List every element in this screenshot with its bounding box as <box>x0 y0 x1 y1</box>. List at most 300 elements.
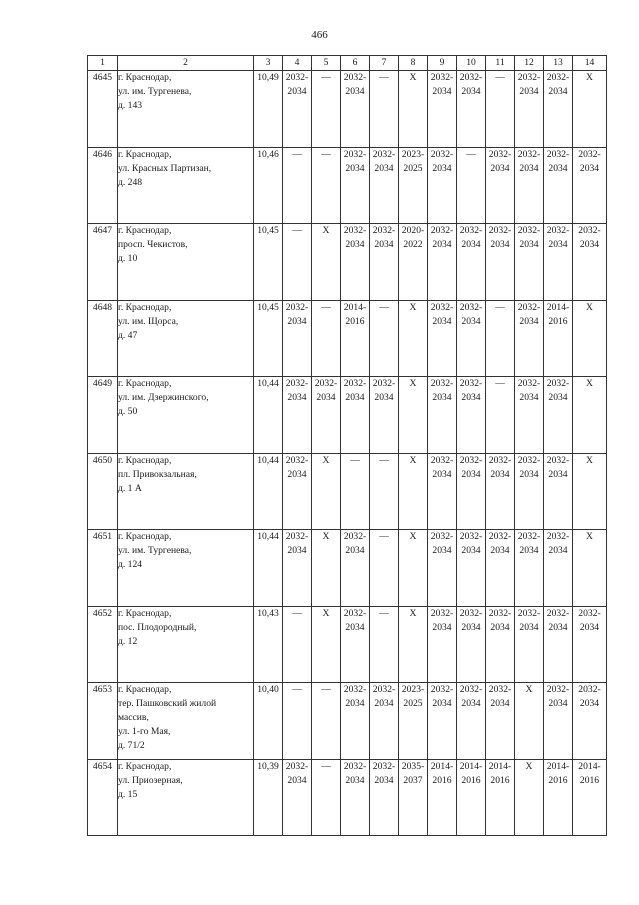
period-cell-col-4 <box>283 759 312 836</box>
table-row <box>88 71 607 148</box>
address-line: д. 1 А <box>118 482 142 494</box>
period-start: 2032- <box>578 148 601 160</box>
period-cell-col-5: — <box>312 759 341 836</box>
period-start: 2032- <box>459 378 483 389</box>
period-start: 2032- <box>488 684 512 695</box>
period-start: 2032- <box>430 378 454 389</box>
period-start: 2032- <box>459 454 483 466</box>
period-start: 2032- <box>285 531 309 542</box>
period-cell-col-7 <box>370 147 399 224</box>
period-cell-col-5: — <box>312 71 341 148</box>
period-cell-col-7 <box>370 224 399 301</box>
column-number-2: 2 <box>118 56 254 71</box>
address-line: ул. им. Тургенева, <box>118 86 192 97</box>
period-end: 2034 <box>374 698 394 709</box>
period-cell-col-14 <box>573 683 607 760</box>
period-cell-col-6 <box>341 147 370 224</box>
period-end: 2034 <box>548 698 568 709</box>
period-start: 2023- <box>401 684 425 695</box>
period-end: 2034 <box>345 239 365 250</box>
column-number-5: 5 <box>312 56 341 71</box>
period-end: 2034 <box>345 162 365 174</box>
period-cell-col-14: Х <box>573 300 607 377</box>
address-line: ул. им. Тургенева, <box>118 545 192 556</box>
period-cell-col-7: — <box>370 453 399 530</box>
period-start: 2032- <box>488 454 512 466</box>
period-cell-col-7: — <box>370 606 399 683</box>
column-number-13: 13 <box>544 56 573 71</box>
value-cell: 10,46 <box>254 147 283 224</box>
table-row <box>88 224 607 301</box>
address-line: д. 47 <box>118 329 138 341</box>
column-number-11: 11 <box>486 56 515 71</box>
period-end: 2022 <box>403 239 423 250</box>
period-start: 2032- <box>343 225 367 236</box>
period-start: 2032- <box>343 531 367 542</box>
row-number: 4645 <box>88 71 118 148</box>
period-end: 2034 <box>461 621 481 633</box>
period-cell-col-6 <box>341 530 370 607</box>
address-line: пл. Привокзальная, <box>118 468 197 480</box>
period-cell-col-7 <box>370 759 399 836</box>
address-line: массив, <box>118 712 149 723</box>
address-line: д. 143 <box>118 100 143 111</box>
value-cell: 10,45 <box>254 300 283 377</box>
period-cell-col-8: Х <box>399 300 428 377</box>
period-cell-col-6 <box>341 759 370 836</box>
period-start: 2032- <box>459 531 483 542</box>
period-start: 2032- <box>517 72 541 83</box>
period-end: 2034 <box>461 86 481 97</box>
table-row <box>88 759 607 836</box>
value-cell: 10,44 <box>254 453 283 530</box>
period-cell-col-11 <box>486 530 515 607</box>
address-line: г. Краснодар, <box>118 454 172 466</box>
period-start: 2032- <box>459 72 483 83</box>
column-number-12: 12 <box>515 56 544 71</box>
period-start: 2035- <box>401 760 425 772</box>
period-cell-col-6 <box>341 683 370 760</box>
period-cell-col-12: Х <box>515 683 544 760</box>
period-end: 2034 <box>548 468 568 480</box>
period-start: 2023- <box>401 148 425 160</box>
period-cell-col-6 <box>341 224 370 301</box>
period-cell-col-10 <box>457 377 486 454</box>
period-start: 2032- <box>430 225 454 236</box>
address-line: г. Краснодар, <box>118 684 172 695</box>
column-number-4: 4 <box>283 56 312 71</box>
period-end: 2034 <box>374 774 394 786</box>
period-start: 2032- <box>372 225 396 236</box>
address-line: г. Краснодар, <box>118 531 172 542</box>
period-cell-col-9 <box>428 224 457 301</box>
period-end: 2034 <box>374 162 394 174</box>
period-cell-col-12 <box>515 71 544 148</box>
period-cell-col-8: Х <box>399 606 428 683</box>
period-start: 2032- <box>343 684 367 695</box>
value-cell: 10,43 <box>254 606 283 683</box>
period-cell-col-10: — <box>457 147 486 224</box>
period-cell-col-7: — <box>370 530 399 607</box>
period-end: 2034 <box>490 239 510 250</box>
row-number: 4651 <box>88 530 118 607</box>
period-cell-col-11: — <box>486 300 515 377</box>
period-end: 2016 <box>548 315 568 327</box>
period-start: 2032- <box>546 225 570 236</box>
period-cell-col-12 <box>515 224 544 301</box>
period-start: 2032- <box>459 301 483 313</box>
period-cell-col-14 <box>573 759 607 836</box>
row-number: 4646 <box>88 147 118 224</box>
period-cell-col-13 <box>544 300 573 377</box>
period-end: 2034 <box>374 392 394 403</box>
period-cell-col-10 <box>457 71 486 148</box>
page-number: 466 <box>311 29 328 41</box>
column-number-10: 10 <box>457 56 486 71</box>
period-end: 2034 <box>345 392 365 403</box>
period-end: 2034 <box>548 162 568 174</box>
period-end: 2034 <box>579 621 600 633</box>
period-end: 2037 <box>403 774 423 786</box>
address-cell <box>118 759 254 836</box>
period-cell-col-5: Х <box>312 453 341 530</box>
period-end: 2034 <box>316 392 336 403</box>
period-end: 2034 <box>432 86 452 97</box>
period-end: 2016 <box>548 774 568 786</box>
period-cell-col-8 <box>399 683 428 760</box>
table-row <box>88 300 607 377</box>
period-cell-col-12 <box>515 606 544 683</box>
period-cell-col-10 <box>457 300 486 377</box>
period-end: 2034 <box>490 698 510 709</box>
period-start: 2032- <box>430 454 454 466</box>
period-cell-col-10 <box>457 530 486 607</box>
period-cell-col-7 <box>370 377 399 454</box>
period-end: 2034 <box>519 315 539 327</box>
period-start: 2032- <box>517 454 541 466</box>
period-start: 2014- <box>578 760 601 772</box>
period-cell-col-12 <box>515 147 544 224</box>
period-cell-col-12 <box>515 377 544 454</box>
table-row <box>88 147 607 224</box>
period-start: 2032- <box>517 225 541 236</box>
period-start: 2032- <box>372 378 396 389</box>
period-cell-col-13 <box>544 530 573 607</box>
period-cell-col-4 <box>283 300 312 377</box>
period-end: 2034 <box>519 545 539 556</box>
period-start: 2032- <box>488 148 512 160</box>
period-cell-col-14: Х <box>573 71 607 148</box>
period-end: 2034 <box>548 239 568 250</box>
period-start: 2032- <box>372 760 396 772</box>
period-cell-col-4 <box>283 377 312 454</box>
period-end: 2034 <box>287 468 307 480</box>
period-cell-col-4: — <box>283 147 312 224</box>
period-end: 2034 <box>490 545 510 556</box>
period-start: 2032- <box>430 531 454 542</box>
period-cell-col-12: Х <box>515 759 544 836</box>
period-end: 2034 <box>345 621 365 633</box>
period-start: 2032- <box>459 225 483 236</box>
column-number-7: 7 <box>370 56 399 71</box>
period-start: 2014- <box>459 760 483 772</box>
period-start: 2032- <box>578 684 601 695</box>
address-line: д. 10 <box>118 253 138 264</box>
period-end: 2034 <box>548 621 568 633</box>
period-start: 2032- <box>488 531 512 542</box>
period-end: 2025 <box>403 698 423 709</box>
address-line: ул. 1-го Мая, <box>118 726 171 737</box>
period-start: 2032- <box>430 684 454 695</box>
period-cell-col-6 <box>341 606 370 683</box>
period-end: 2016 <box>461 774 481 786</box>
period-start: 2032- <box>546 454 570 466</box>
period-cell-col-10 <box>457 759 486 836</box>
period-cell-col-11 <box>486 147 515 224</box>
period-start: 2032- <box>517 378 541 389</box>
period-start: 2032- <box>343 72 367 83</box>
period-start: 2032- <box>430 148 454 160</box>
period-end: 2034 <box>374 239 394 250</box>
value-cell: 10,49 <box>254 71 283 148</box>
period-start: 2032- <box>488 607 512 619</box>
table-row <box>88 606 607 683</box>
address-cell <box>118 683 254 760</box>
address-line: пос. Плодородный, <box>118 621 197 633</box>
period-end: 2034 <box>519 86 539 97</box>
period-start: 2032- <box>285 72 309 83</box>
address-line: ул. Приозерная, <box>118 774 183 786</box>
value-cell: 10,40 <box>254 683 283 760</box>
period-cell-col-13 <box>544 147 573 224</box>
column-number-3: 3 <box>254 56 283 71</box>
period-start: 2032- <box>343 607 367 619</box>
period-cell-col-9 <box>428 683 457 760</box>
period-cell-col-13 <box>544 683 573 760</box>
period-cell-col-9 <box>428 530 457 607</box>
table-row <box>88 530 607 607</box>
period-end: 2034 <box>432 545 452 556</box>
period-start: 2032- <box>285 301 309 313</box>
period-start: 2032- <box>517 148 541 160</box>
period-end: 2025 <box>403 162 423 174</box>
address-cell <box>118 606 254 683</box>
period-start: 2032- <box>546 607 570 619</box>
row-number: 4650 <box>88 453 118 530</box>
period-cell-col-6: — <box>341 453 370 530</box>
period-end: 2034 <box>461 315 481 327</box>
address-cell <box>118 453 254 530</box>
column-number-6: 6 <box>341 56 370 71</box>
period-end: 2016 <box>579 774 600 786</box>
period-start: 2032- <box>459 684 483 695</box>
period-start: 2032- <box>285 760 309 772</box>
period-cell-col-11: — <box>486 71 515 148</box>
column-number-1: 1 <box>88 56 118 71</box>
row-number: 4647 <box>88 224 118 301</box>
period-start: 2032- <box>578 607 601 619</box>
period-cell-col-8 <box>399 224 428 301</box>
period-cell-col-9 <box>428 147 457 224</box>
period-cell-col-10 <box>457 606 486 683</box>
period-end: 2034 <box>432 468 452 480</box>
period-start: 2032- <box>343 378 367 389</box>
period-end: 2034 <box>579 698 600 709</box>
period-cell-col-5: — <box>312 683 341 760</box>
period-end: 2034 <box>490 621 510 633</box>
value-cell: 10,44 <box>254 377 283 454</box>
period-start: 2014- <box>488 760 512 772</box>
period-end: 2034 <box>579 162 600 174</box>
period-cell-col-13 <box>544 224 573 301</box>
period-cell-col-14 <box>573 147 607 224</box>
period-end: 2034 <box>287 86 307 97</box>
period-start: 2032- <box>430 72 454 83</box>
period-start: 2014- <box>546 301 570 313</box>
address-line: д. 15 <box>118 788 138 800</box>
period-end: 2034 <box>548 86 568 97</box>
period-cell-col-9 <box>428 759 457 836</box>
address-line: тер. Пашковский жилой <box>118 698 217 709</box>
address-line: просп. Чекистов, <box>118 239 188 250</box>
period-end: 2034 <box>579 239 600 250</box>
column-number-8: 8 <box>399 56 428 71</box>
period-end: 2034 <box>490 468 510 480</box>
period-start: 2020- <box>401 225 425 236</box>
period-cell-col-11 <box>486 224 515 301</box>
period-start: 2032- <box>314 378 338 389</box>
address-line: г. Краснодар, <box>118 148 172 160</box>
row-number: 4652 <box>88 606 118 683</box>
period-cell-col-5 <box>312 377 341 454</box>
period-cell-col-8: Х <box>399 71 428 148</box>
period-cell-col-11: — <box>486 377 515 454</box>
address-line: д. 124 <box>118 559 143 570</box>
address-line: д. 50 <box>118 406 138 417</box>
period-cell-col-14: Х <box>573 377 607 454</box>
period-cell-col-10 <box>457 453 486 530</box>
period-end: 2034 <box>490 162 510 174</box>
period-cell-col-13 <box>544 453 573 530</box>
period-end: 2034 <box>345 698 365 709</box>
period-cell-col-10 <box>457 224 486 301</box>
period-end: 2034 <box>432 698 452 709</box>
address-cell <box>118 71 254 148</box>
period-end: 2034 <box>519 468 539 480</box>
period-cell-col-12 <box>515 530 544 607</box>
period-cell-col-13 <box>544 606 573 683</box>
period-cell-col-5: Х <box>312 606 341 683</box>
row-number: 4648 <box>88 300 118 377</box>
period-start: 2032- <box>285 454 309 466</box>
period-end: 2034 <box>461 698 481 709</box>
address-line: д. 12 <box>118 635 138 647</box>
period-cell-col-11 <box>486 683 515 760</box>
period-start: 2032- <box>430 301 454 313</box>
period-end: 2034 <box>548 545 568 556</box>
period-end: 2016 <box>432 774 452 786</box>
period-end: 2034 <box>345 545 365 556</box>
period-start: 2032- <box>285 378 309 389</box>
address-line: г. Краснодар, <box>118 301 172 313</box>
period-end: 2034 <box>432 239 452 250</box>
period-end: 2034 <box>287 315 307 327</box>
period-start: 2014- <box>430 760 454 772</box>
period-cell-col-6 <box>341 377 370 454</box>
period-start: 2032- <box>517 301 541 313</box>
period-end: 2034 <box>287 545 307 556</box>
period-start: 2032- <box>488 225 512 236</box>
table-row <box>88 683 607 760</box>
address-line: ул. им. Щорса, <box>118 315 179 327</box>
address-line: г. Краснодар, <box>118 378 172 389</box>
period-end: 2034 <box>461 545 481 556</box>
period-end: 2034 <box>345 86 365 97</box>
period-end: 2016 <box>490 774 510 786</box>
row-number: 4649 <box>88 377 118 454</box>
address-line: г. Краснодар, <box>118 225 172 236</box>
period-end: 2034 <box>345 774 365 786</box>
address-cell <box>118 300 254 377</box>
period-cell-col-4 <box>283 71 312 148</box>
period-start: 2032- <box>546 378 570 389</box>
period-end: 2034 <box>548 392 568 403</box>
period-cell-col-5: — <box>312 147 341 224</box>
period-start: 2032- <box>546 531 570 542</box>
address-line: д. 248 <box>118 176 143 188</box>
address-line: г. Краснодар, <box>118 607 172 619</box>
period-cell-col-7: — <box>370 300 399 377</box>
period-start: 2032- <box>578 225 601 236</box>
period-cell-col-13 <box>544 759 573 836</box>
period-end: 2034 <box>287 774 307 786</box>
value-cell: 10,45 <box>254 224 283 301</box>
period-cell-col-10 <box>457 683 486 760</box>
period-start: 2032- <box>459 607 483 619</box>
row-number: 4653 <box>88 683 118 760</box>
period-end: 2034 <box>519 239 539 250</box>
period-cell-col-8 <box>399 147 428 224</box>
period-start: 2014- <box>343 301 367 313</box>
period-end: 2034 <box>461 239 481 250</box>
period-start: 2032- <box>517 531 541 542</box>
column-number-14: 14 <box>573 56 607 71</box>
period-start: 2032- <box>430 607 454 619</box>
period-cell-col-12 <box>515 453 544 530</box>
period-end: 2034 <box>287 392 307 403</box>
period-cell-col-8: Х <box>399 377 428 454</box>
period-cell-col-6 <box>341 71 370 148</box>
period-cell-col-7 <box>370 683 399 760</box>
table-row <box>88 377 607 454</box>
period-cell-col-4: — <box>283 224 312 301</box>
address-line: ул. им. Дзержинского, <box>118 392 209 403</box>
address-line: д. 71/2 <box>118 740 145 751</box>
period-cell-col-9 <box>428 606 457 683</box>
column-number-9: 9 <box>428 56 457 71</box>
period-cell-col-14 <box>573 606 607 683</box>
period-end: 2034 <box>432 392 452 403</box>
period-start: 2032- <box>343 760 367 772</box>
period-cell-col-4 <box>283 453 312 530</box>
period-cell-col-13 <box>544 377 573 454</box>
address-line: г. Краснодар, <box>118 760 172 772</box>
period-start: 2032- <box>343 148 367 160</box>
period-cell-col-5: Х <box>312 530 341 607</box>
period-start: 2014- <box>546 760 570 772</box>
period-cell-col-9 <box>428 300 457 377</box>
period-cell-col-9 <box>428 71 457 148</box>
